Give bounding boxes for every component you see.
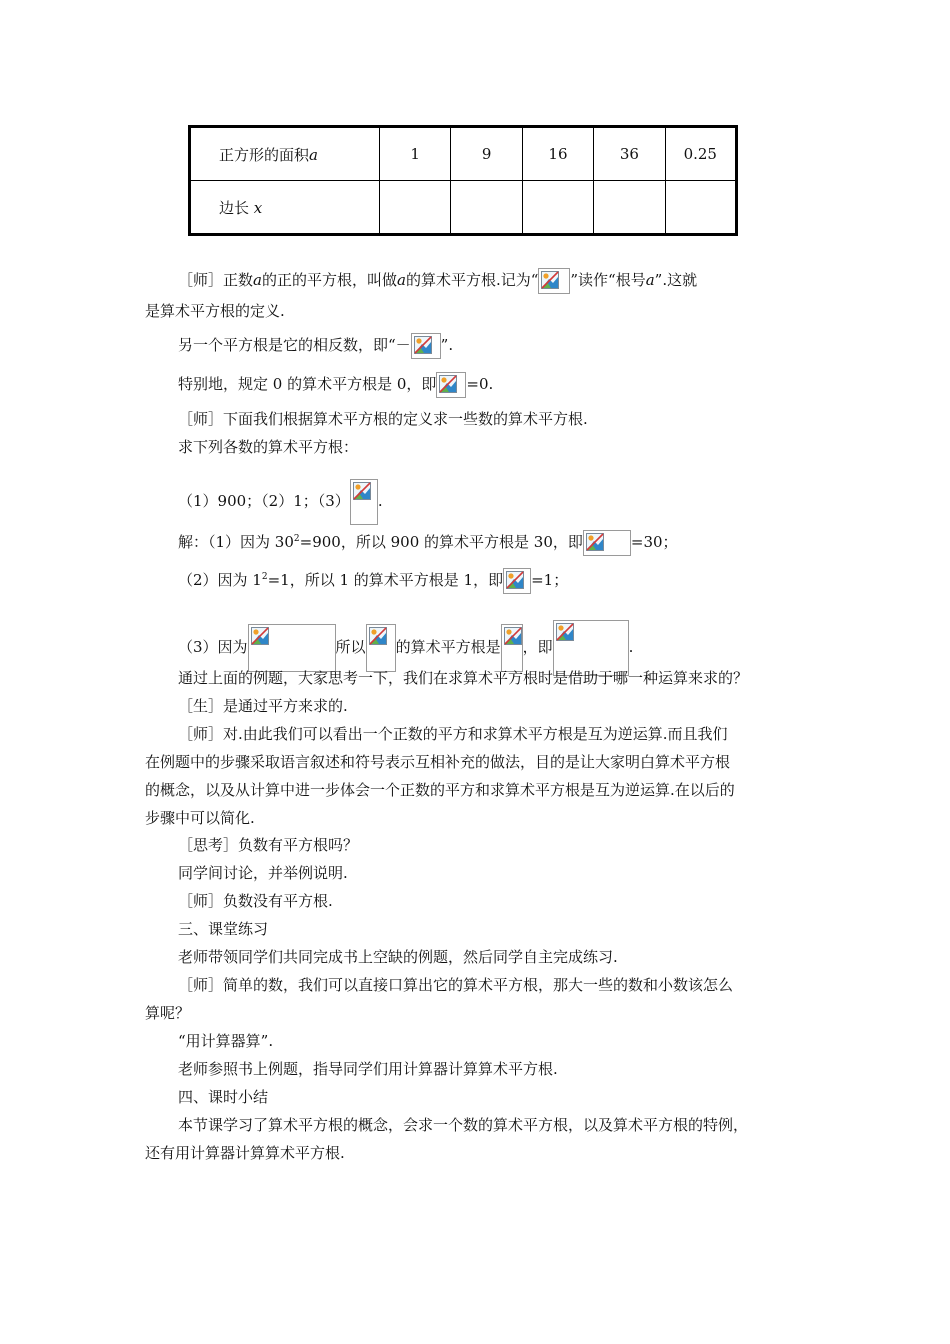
table-cell: 1 <box>380 127 451 181</box>
paragraph-line: ［师］负数没有平方根. <box>178 892 333 910</box>
paragraph-line: 另一个平方根是它的相反数，即“－ ”. <box>178 333 453 359</box>
section-heading: 四、课时小结 <box>178 1088 269 1106</box>
paragraph-line: ［师］简单的数，我们可以直接口算出它的算术平方根，那大一些的数和小数该怎么 <box>178 976 734 994</box>
table-cell: 36 <box>594 127 665 181</box>
paragraph-line: 步骤中可以简化. <box>145 809 255 827</box>
paragraph-line: 本节课学习了算术平方根的概念，会求一个数的算术平方根，以及算术平方根的特例， <box>178 1116 749 1134</box>
paragraph-line: ［师］正数a的正的平方根，叫做a的算术平方根.记为“ ”读作“根号a”.这就 <box>178 268 697 294</box>
paragraph-line: 算呢？ <box>145 1004 191 1022</box>
table-cell: 9 <box>451 127 522 181</box>
table-cell <box>522 181 593 235</box>
broken-image-icon <box>583 530 631 556</box>
broken-image-icon <box>503 568 531 594</box>
broken-image-icon <box>366 624 396 672</box>
paragraph-line: 还有用计算器计算算术平方根. <box>145 1144 345 1162</box>
paragraph-line: 的概念，以及从计算中进一步体会一个正数的平方和求算术平方根是互为逆运算.在以后的 <box>145 781 735 799</box>
paragraph-line: 老师带领同学们共同完成书上空缺的例题，然后同学自主完成练习. <box>178 948 618 966</box>
broken-image-icon <box>350 479 378 525</box>
paragraph-line: （2）因为 $1^2=1$，所以 1 的算术平方根是 1，即 =1； <box>178 566 568 594</box>
paragraph-line: （3）因为 所以 的算术平方根是 ，即 . <box>178 620 633 676</box>
paragraph-line: 通过上面的例题，大家思考一下，我们在求算术平方根时是借助于哪一种运算来求的？ <box>178 669 749 687</box>
table-cell <box>380 181 451 235</box>
broken-image-icon <box>501 624 523 672</box>
paragraph-line: 是算术平方根的定义. <box>145 302 285 320</box>
table-cell <box>665 181 736 235</box>
broken-image-icon <box>248 624 336 672</box>
paragraph-line: ［生］是通过平方来求的. <box>178 697 348 715</box>
table-cell <box>594 181 665 235</box>
table-cell: 正方形的面积a <box>190 127 380 181</box>
table-cell: 16 <box>522 127 593 181</box>
paragraph-line: 在例题中的步骤采取语言叙述和符号表示互相补充的做法，目的是让大家明白算术平方根 <box>145 753 731 771</box>
paragraph-line: （1）900；（2）1；（3） . <box>178 479 383 525</box>
paragraph-line: 老师参照书上例题，指导同学们用计算器计算算术平方根. <box>178 1060 558 1078</box>
paragraph-line: 解：（1）因为 $30^2=900$，所以 900 的算术平方根是 30，即 =30； <box>178 528 678 556</box>
area-side-table <box>188 125 738 236</box>
paragraph-line: ［思考］负数有平方根吗？ <box>178 836 359 854</box>
broken-image-icon <box>411 333 441 359</box>
paragraph-line: 同学间讨论，并举例说明. <box>178 864 348 882</box>
table-row <box>190 181 737 235</box>
table-row <box>190 127 737 181</box>
section-heading: 三、课堂练习 <box>178 920 269 938</box>
paragraph-line: 特别地，规定 0 的算术平方根是 0，即 =0. <box>178 372 493 398</box>
broken-image-icon <box>436 372 466 398</box>
paragraph-line: ［师］下面我们根据算术平方根的定义求一些数的算术平方根. <box>178 410 588 428</box>
paragraph-line: “用计算器算”. <box>178 1032 274 1050</box>
paragraph-line: 求下列各数的算术平方根： <box>178 438 359 456</box>
table-cell: 边长 x <box>190 181 380 235</box>
paragraph-line: ［师］对.由此我们可以看出一个正数的平方和求算术平方根是互为逆运算.而且我们 <box>178 725 728 743</box>
table-cell <box>451 181 522 235</box>
broken-image-icon <box>538 268 570 294</box>
table-cell: 0.25 <box>665 127 736 181</box>
